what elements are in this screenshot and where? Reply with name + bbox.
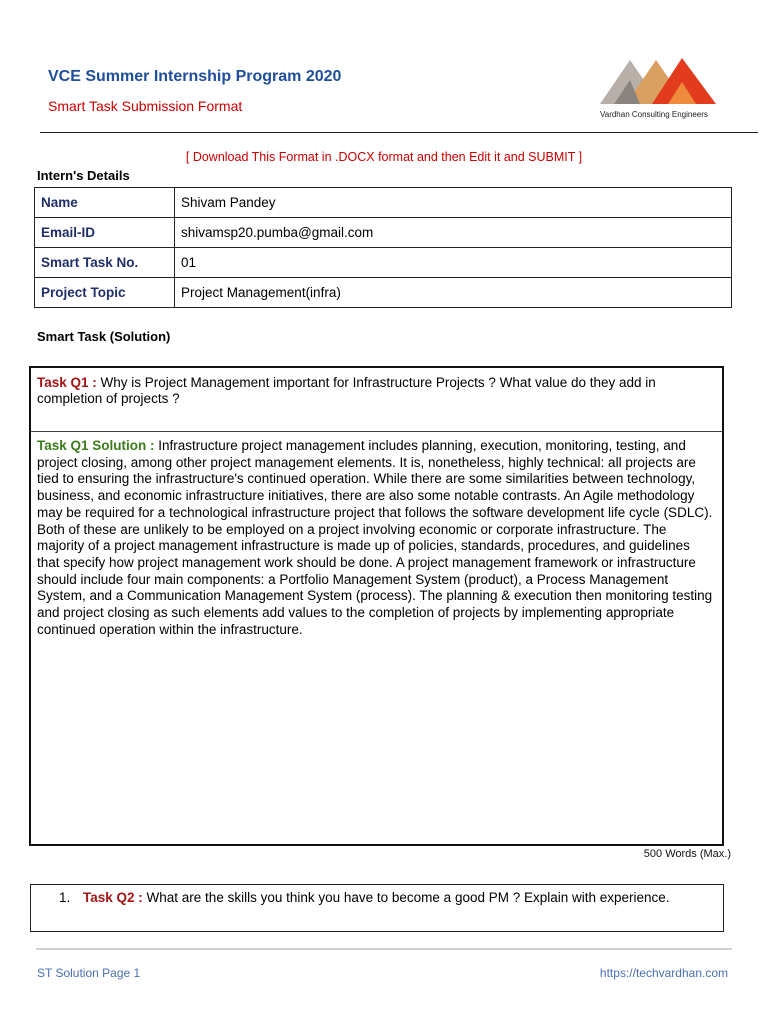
footer-website-link[interactable]: https://techvardhan.com <box>599 966 728 980</box>
task-q2-label: Task Q2 : <box>83 890 143 905</box>
table-row <box>35 278 732 308</box>
document-title: VCE Summer Internship Program 2020 <box>48 68 342 85</box>
field-label-name: Name <box>35 188 175 218</box>
task-q1-solution-text: Infrastructure project management includes planning, execution, monitoring, testing, and project closing, among other project management elements. It is, nonetheless, highly technical: all projects are tied to ensuring the infrastructure's continued operation. While there are some similarities between technology, business, and economic infrastructure initiatives, there are also some notable contrasts. An Agile methodology may be required for a technological infrastructure project that follows the software development life cycle (SDLC). Both of these are unlikely to be employed on a project involving economic or corporate infrastructure. The majority of a project management infrastructure is made up of policies, standards, procedures, and guidelines that specify how project management work should be done. A project management framework or infrastructure should include four main components: a Portfolio Management System (product), a Process Management System, and a Communication Management System (process). The planning & execution then monitoring testing and project closing as such elements add values to the completion of projects by implementing appropriate continued operation within the infrastructure. <box>37 438 713 637</box>
footer-page-label: ST Solution Page 1 <box>37 966 141 980</box>
field-label-task-no: Smart Task No. <box>35 248 175 278</box>
task-q1-box <box>29 366 724 846</box>
word-limit-note: 500 Words (Max.) <box>643 848 731 860</box>
task-q2-question <box>83 888 693 908</box>
task-q1-label: Task Q1 : <box>37 375 97 390</box>
field-value-project-topic: Project Management(infra) <box>175 278 732 308</box>
header-divider <box>40 132 758 133</box>
solution-section-label: Smart Task (Solution) <box>37 329 171 344</box>
task-q2-box <box>30 884 724 932</box>
task-q1-solution[interactable] <box>31 432 722 644</box>
field-label-email: Email-ID <box>35 218 175 248</box>
table-row <box>35 248 732 278</box>
download-note: [ Download This Format in .DOCX format and then Edit it and SUBMIT ] <box>185 150 583 164</box>
logo-peaks-icon <box>596 52 722 108</box>
company-logo <box>596 52 722 124</box>
logo-text: Vardhan Consulting Engineers <box>600 110 708 119</box>
footer-divider <box>36 948 732 950</box>
interns-details-label: Intern's Details <box>37 168 130 183</box>
task-q1-solution-label: Task Q1 Solution : <box>37 438 155 453</box>
task-q2-text: What are the skills you think you have to become a good PM ? Explain with experience. <box>142 890 670 905</box>
interns-details-table <box>34 187 732 308</box>
field-value-email: shivamsp20.pumba@gmail.com <box>175 218 732 248</box>
table-row <box>35 218 732 248</box>
field-label-project-topic: Project Topic <box>35 278 175 308</box>
table-row <box>35 188 732 218</box>
field-value-name: Shivam Pandey <box>175 188 732 218</box>
document-subtitle: Smart Task Submission Format <box>48 98 243 114</box>
task-q2-number: 1. <box>59 890 71 905</box>
task-q1-question <box>31 368 722 432</box>
task-q1-text: Why is Project Management important for Infrastructure Projects ? What value do they add in completion of projects ? <box>37 375 656 406</box>
field-value-task-no: 01 <box>175 248 732 278</box>
